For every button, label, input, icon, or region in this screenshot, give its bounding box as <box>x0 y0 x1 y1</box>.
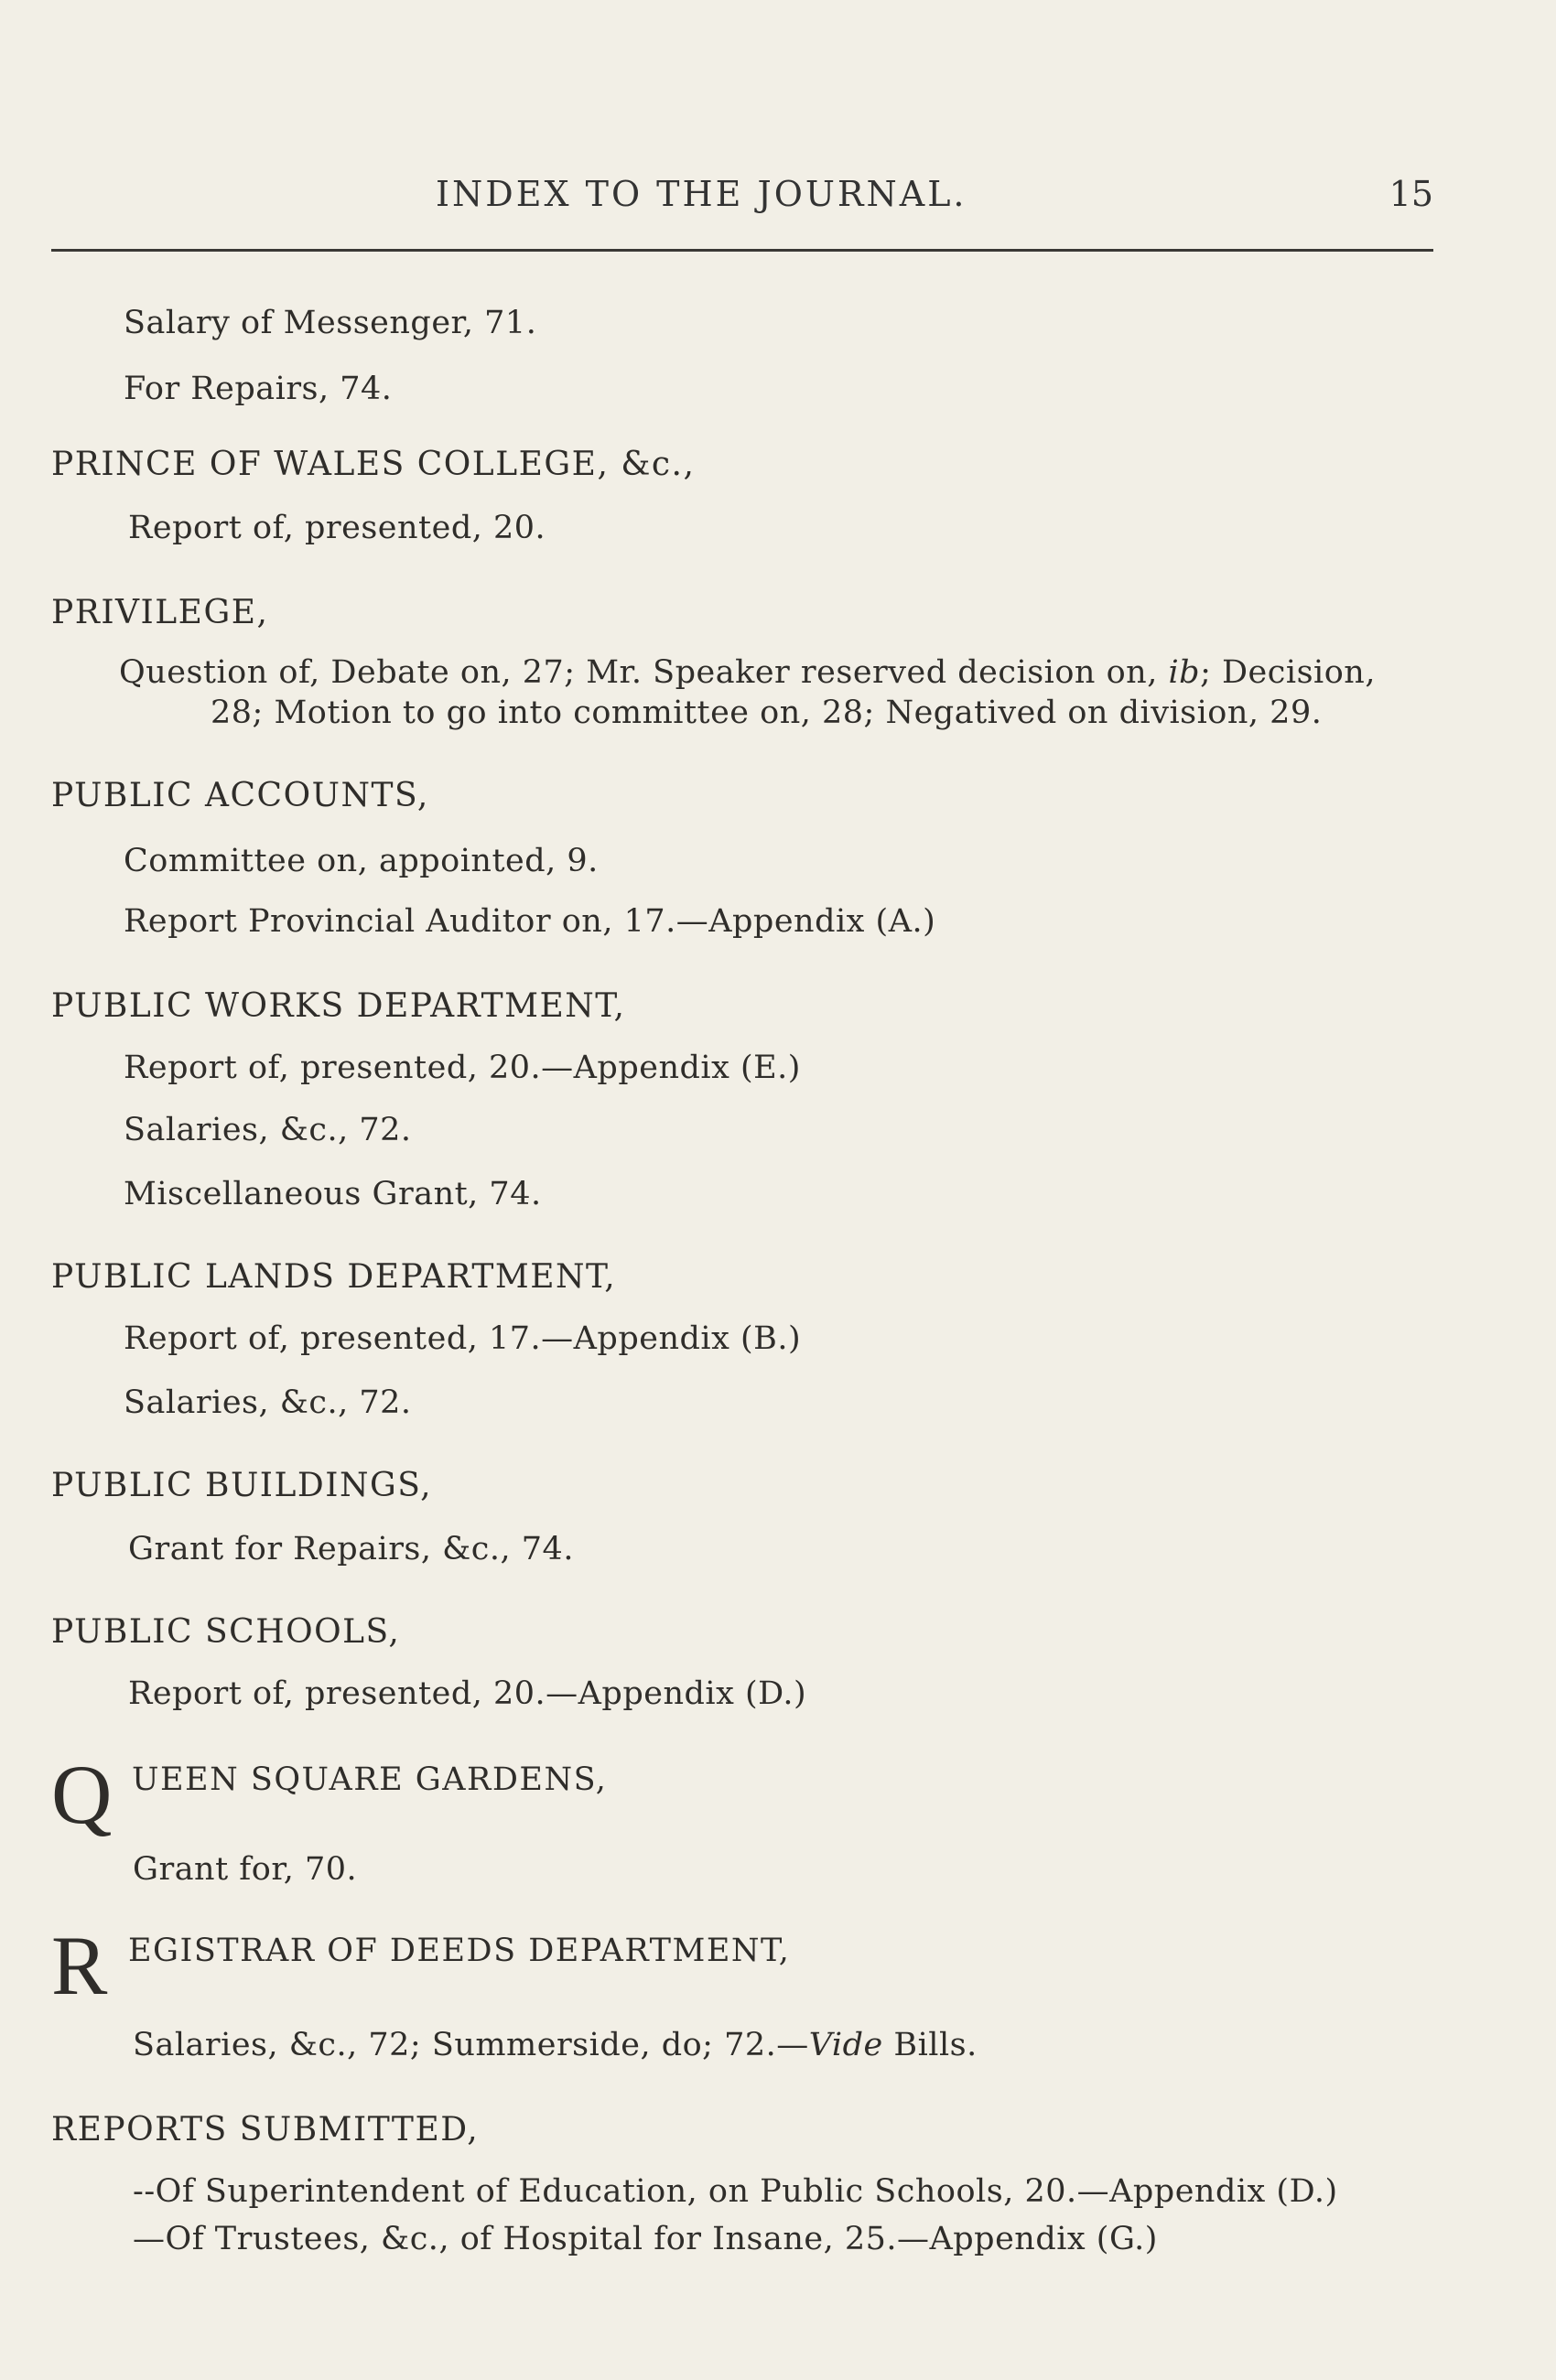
entry-prince-report: Report of, presented, 20. <box>128 510 546 546</box>
entry-salary-messenger: Salary of Messenger, 71. <box>124 305 537 341</box>
entry-pw-report: Report of, presented, 20.—Appendix (E.) <box>124 1050 801 1086</box>
entry-privilege-line-1 <box>119 654 1376 691</box>
entry-registrar-salaries <box>133 2027 978 2063</box>
privilege-text-b: ; Decision, <box>1200 654 1376 691</box>
entry-privilege-line-2: 28; Motion to go into committee on, 28; Negatived on division, 29. <box>211 695 1323 731</box>
heading-queen-rest: UEEN SQUARE GARDENS, <box>132 1761 608 1798</box>
entry-queen-grant: Grant for, 70. <box>133 1851 358 1888</box>
entry-for-repairs: For Repairs, 74. <box>124 371 393 407</box>
heading-public-schools: PUBLIC SCHOOLS, <box>51 1613 401 1651</box>
privilege-text-a: Question of, Debate on, 27; Mr. Speaker reserved decision on, <box>119 654 1169 691</box>
registrar-text-b: Bills. <box>882 2027 978 2063</box>
registrar-vide: Vide <box>808 2027 883 2063</box>
entry-pl-report: Report of, presented, 17.—Appendix (B.) <box>124 1320 802 1357</box>
heading-public-buildings: PUBLIC BUILDINGS, <box>51 1467 433 1504</box>
entry-pa-committee: Committee on, appointed, 9. <box>124 843 599 879</box>
page-title: INDEX TO THE JOURNAL. <box>436 174 967 214</box>
entry-ps-report: Report of, presented, 20.—Appendix (D.) <box>128 1675 807 1712</box>
heading-privilege: PRIVILEGE, <box>51 594 269 631</box>
registrar-text-a: Salaries, &c., 72; Summerside, do; 72.— <box>133 2027 809 2063</box>
entry-pa-report: Report Provincial Auditor on, 17.—Appendix (A.) <box>124 903 936 940</box>
dropcap-r: R <box>51 1919 108 2012</box>
entry-rs-superintendent: --Of Superintendent of Education, on Public Schools, 20.—Appendix (D.) <box>133 2173 1338 2210</box>
header-rule <box>51 249 1433 252</box>
heading-public-works: PUBLIC WORKS DEPARTMENT, <box>51 987 626 1025</box>
heading-reports-submitted: REPORTS SUBMITTED, <box>51 2111 480 2148</box>
heading-prince-of-wales: PRINCE OF WALES COLLEGE, &c., <box>51 446 696 483</box>
entry-rs-trustees: —Of Trustees, &c., of Hospital for Insane, 25.—Appendix (G.) <box>133 2221 1158 2257</box>
entry-pw-misc: Miscellaneous Grant, 74. <box>124 1176 542 1212</box>
entry-pl-salaries: Salaries, &c., 72. <box>124 1384 412 1421</box>
entry-pb-grant: Grant for Repairs, &c., 74. <box>128 1531 574 1567</box>
entry-pw-salaries: Salaries, &c., 72. <box>124 1112 412 1148</box>
page-number: 15 <box>1389 174 1433 214</box>
page-header <box>51 174 1433 225</box>
heading-public-lands: PUBLIC LANDS DEPARTMENT, <box>51 1258 617 1296</box>
heading-registrar-rest: EGISTRAR OF DEEDS DEPARTMENT, <box>128 1933 791 1969</box>
dropcap-q: Q <box>51 1748 113 1841</box>
heading-public-accounts: PUBLIC ACCOUNTS, <box>51 777 429 814</box>
privilege-ib: ib <box>1168 654 1201 691</box>
